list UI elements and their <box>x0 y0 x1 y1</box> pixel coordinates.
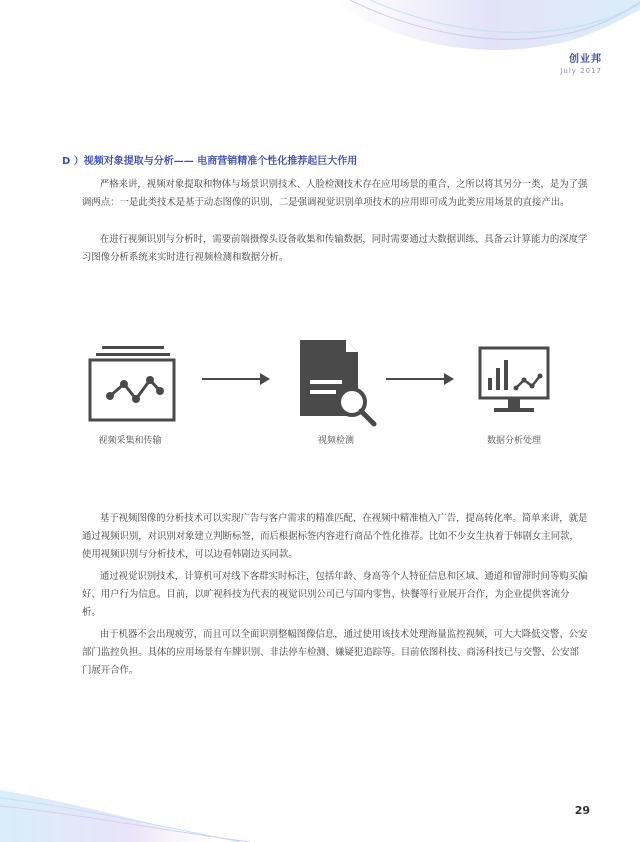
footer-decoration <box>0 770 260 842</box>
paragraph-3: 基于视频图像的分析技术可以实现广告与客户需求的精准匹配，在视频中精准植入广告，提高转化率。简单来讲，就是通过视频识别，对识别对象建立判断标签，而后根据标签内容进行商品个性化推荐。比如不少女生执着于韩剧女主同款，使用视频识别与分析技术，可以边看韩剧边买同款。 <box>82 513 588 561</box>
paragraph-5: 由于机器不会出现疲劳，而且可以全面识别整幅图像信息，通过使用该技术处理海量监控视频，可大大降低交警、公安部门监控负担。具体的应用场景有车牌识别、非法停车检测、嫌疑犯追踪等。目前依图科技、商汤科技已与交警、公安部门展开合作。 <box>82 629 588 677</box>
paragraph-4: 通过视觉识别技术，计算机可对线下客群实时标注，包括年龄、身高等个人特征信息和区域、通道和留滞时间等购买偏好、用户行为信息。目前，以旷视科技为代表的视觉识别公司已与国内零售、快餐等行业展开合作，为企业提供客流分析。 <box>82 571 588 619</box>
step-label-detection: 视频检测 <box>317 436 354 446</box>
paragraph-2: 在进行视频识别与分析时，需要前端摄像头设备收集和传输数据，同时需要通过大数据训练、具备云计算能力的深度学习图像分析系统来实时进行视频检测和数据分析。 <box>82 234 588 264</box>
page-number: 29 <box>574 804 590 817</box>
section-title: D ）视频对象提取与分析—— 电商营销精准个性化推荐起巨大作用 <box>62 156 358 167</box>
header-brand <box>560 50 602 75</box>
step-label-capture: 视频采集和传输 <box>98 436 162 446</box>
document-search-icon <box>298 338 382 428</box>
video-capture-icon <box>88 344 178 424</box>
monitor-chart-icon <box>478 344 552 420</box>
header-decoration <box>330 0 640 90</box>
issue-date: July 2017 <box>560 67 602 75</box>
step-label-analysis: 数据分析处理 <box>486 436 541 446</box>
arrow-right-icon <box>386 372 456 386</box>
paragraph-1: 严格来讲，视频对象提取和物体与场景识别技术、人脸检测技术存在应用场景的重合，之所以将其另分一类，是为了强调两点：一是此类技术是基于动态图像的识别，二是强调视觉识别单项技术的应用即可成为此类应用场景的直接产出。 <box>82 179 588 209</box>
arrow-right-icon <box>202 372 272 386</box>
brand-name: 创业邦 <box>569 54 602 65</box>
